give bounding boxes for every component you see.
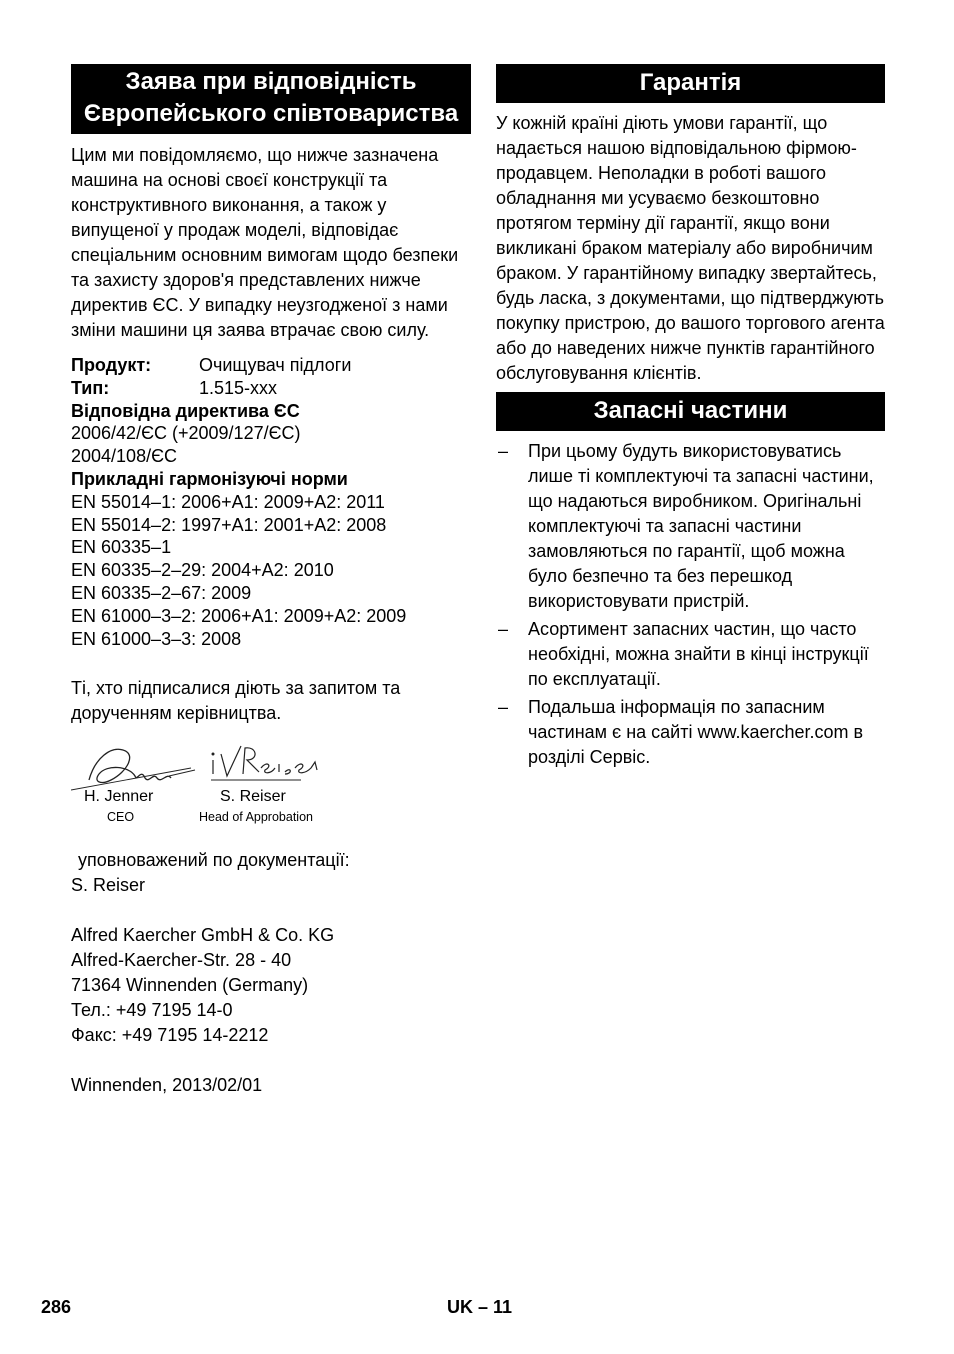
norm-item: EN 60335–1 <box>71 537 172 558</box>
bullet-text: Подальша інформація по запасним частинам є на сайті www.kaercher.com в розділі Сервіс. <box>528 697 864 767</box>
list-item <box>496 439 885 614</box>
norm-item: EN 61000–3–3: 2008 <box>71 628 242 649</box>
bullet-dash: – <box>498 697 509 717</box>
signatory-1-role: CEO <box>107 810 135 825</box>
norm-item: EN 61000–3–2: 2006+A1: 2009+A2: 2009 <box>71 605 407 626</box>
company-address <box>71 923 471 1048</box>
product-spec <box>71 354 471 650</box>
signature-jenner <box>71 750 195 791</box>
fax-line: Факс: +49 7195 14-2212 <box>71 1025 269 1046</box>
product-value: Очищувач підлоги <box>199 355 352 375</box>
norm-item: EN 55014–2: 1997+A1: 2001+A2: 2008 <box>71 514 387 535</box>
phone-line: Тел.: +49 7195 14-0 <box>71 1000 233 1021</box>
directive-heading: Відповідна директива ЄС <box>71 400 300 421</box>
declaration-intro: Цим ми повідомляємо, що нижче зазначена машина на основі своєї конструкції та конструктивного виконання, а також у випущеної у продаж моделі, відповідає спеціальним основним вимогам щодо безпеки та захисту здоров'я представлених нижче директив ЄС. У випадку неузгодженої з нами зміни машини ця заява втрачає свою силу. <box>71 145 459 340</box>
place-date: Winnenden, 2013/02/01 <box>71 1075 263 1096</box>
address-line: 71364 Winnenden (Germany) <box>71 975 309 996</box>
list-item <box>496 617 885 692</box>
signatory-2-role: Head of Approbation <box>199 810 313 825</box>
norms-heading: Прикладні гармонізуючі норми <box>71 468 348 489</box>
bullet-text: Асортимент запасних частин, що часто необхідні, можна знайти в кінці інструкції по експлуатації. <box>528 619 869 689</box>
directive-item: 2006/42/ЄС (+2009/127/ЄС) <box>71 423 301 444</box>
bullet-dash: – <box>498 619 509 639</box>
right-column <box>496 64 885 773</box>
signatory-2-name: S. Reiser <box>220 788 286 806</box>
section-marker: UK – 11 <box>447 1297 513 1317</box>
page-number: 286 <box>41 1297 72 1317</box>
list-item <box>496 695 885 770</box>
signature-block <box>71 738 471 848</box>
type-value: 1.515-xxx <box>199 377 278 398</box>
warranty-text: У кожній країні діють умови гарантії, що надається нашою відповідальною фірмою-продавцем. Неполадки в роботі вашого обладнання ми усуваємо безкоштовно протягом терміну дії гарантії, якщо вони викликані браком матеріалу або виробничим браком. У гарантійному випадку звертайтесь, будь ласка, з документами, що підтверджують покупку пристрою, до вашого торгового агента або до наведених нижче пунктів гарантійного обслуговування клієнтів. <box>496 113 885 383</box>
left-column <box>71 64 471 1098</box>
type-row <box>71 377 471 400</box>
directive-item: 2004/108/ЄС <box>71 446 178 467</box>
bullet-text: При цьому будуть використовуватись лише ті комплектуючі та запасні частини, що надаються виробником. Оригінальні комплектуючі та запасні частини замовляються по гарантії, щоб можна було безпечно та без перешкод використовувати пристрій. <box>528 441 874 611</box>
type-label: Тип: <box>71 377 110 398</box>
product-row <box>71 354 471 377</box>
signature-reiser <box>211 746 317 780</box>
signatory-1-name: H. Jenner <box>84 788 154 806</box>
spare-parts-heading: Запасні частини <box>496 392 885 431</box>
declaration-heading: Заява при відповідність Європейського співтовариства <box>71 64 471 134</box>
authorized-name: S. Reiser <box>71 875 146 896</box>
authorized-label: уповноважений по документації: <box>78 850 350 871</box>
norm-item: EN 60335–2–29: 2004+A2: 2010 <box>71 560 334 581</box>
bullet-dash: – <box>498 441 509 461</box>
signatories-text: Ті, хто підписалися діють за запитом та дорученням керівництва. <box>71 678 401 724</box>
norm-item: EN 55014–1: 2006+A1: 2009+A2: 2011 <box>71 491 385 512</box>
spare-parts-list <box>496 439 885 770</box>
norm-item: EN 60335–2–67: 2009 <box>71 582 252 603</box>
warranty-heading: Гарантія <box>496 64 885 103</box>
address-line: Alfred-Kaercher-Str. 28 - 40 <box>71 950 292 971</box>
product-label: Продукт: <box>71 355 152 375</box>
address-line: Alfred Kaercher GmbH & Co. KG <box>71 925 335 946</box>
